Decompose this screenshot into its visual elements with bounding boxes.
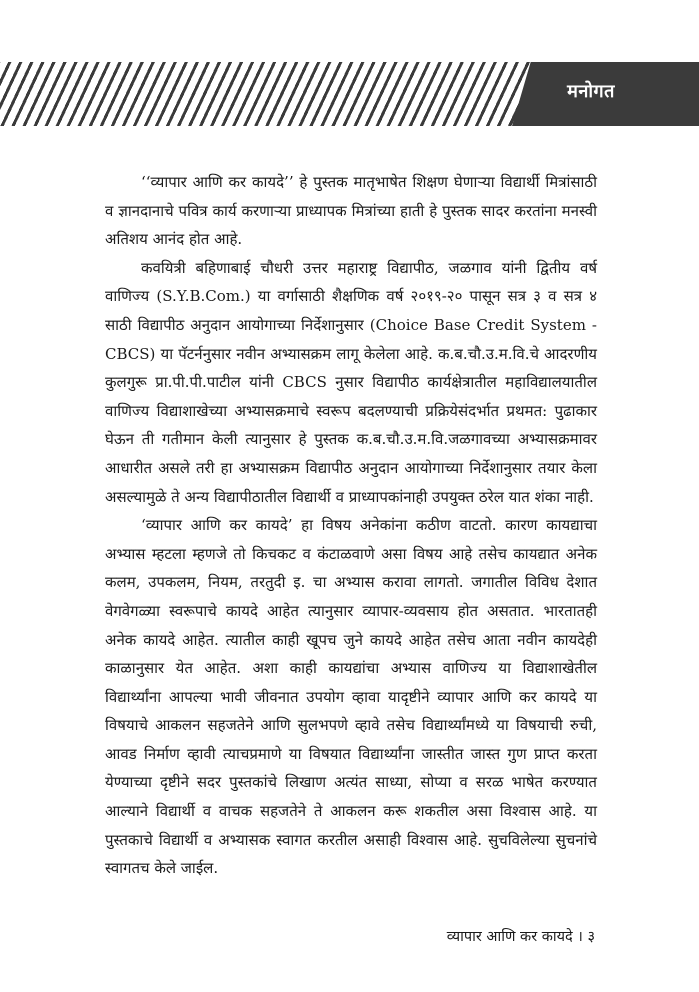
page-title: मनोगत	[567, 81, 615, 102]
paragraph-2: कवयित्री बहिणाबाई चौधरी उत्तर महाराष्ट्र विद्यापीठ, जळगाव यांनी द्वितीय वर्ष वाणिज्य (S.Y.B.Com.) या वर्गासाठी शैक्षणिक वर्ष २०१९-२० पासून सत्र ३ व सत्र ४ साठी विद्यापीठ अनुदान आयोगाच्या निर्देशानुसार (Choice Base Credit System - CBCS) या पॅटर्ननुसार नवीन अभ्यासक्रम लागू केलेला आहे. क.ब.चौ.उ.म.वि.चे आदरणीय कुलगुरू प्रा.पी.पी.पाटील यांनी CBCS नुसार विद्यापीठ कार्यक्षेत्रातील महाविद्यालयातील वाणिज्य विद्याशाखेच्या अभ्यासक्रमाचे स्वरूप बदलण्याची प्रक्रियेसंदर्भात प्रथमत: पुढाकार घेऊन ती गतीमान केली त्यानुसार हे पुस्तक क.ब.चौ.उ.म.वि.जळगावच्या अभ्यासक्रमावर आधारीत असले तरी हा अभ्यासक्रम विद्यापीठ अनुदान आयोगाच्या निर्देशानुसार तयार केला असल्यामुळे ते अन्य विद्यापीठातील विद्यार्थी व प्राध्यापकांनाही उपयुक्त ठरेल यात शंका नाही.	[105, 258, 597, 506]
header-band	[0, 62, 699, 126]
preface-body	[105, 168, 597, 883]
paragraph-3: ‘व्यापार आणि कर कायदे’ हा विषय अनेकांना कठीण वाटतो. कारण कायद्याचा अभ्यास म्हटला म्हणजे तो किचकट व कंटाळवाणे असा विषय आहे तसेच कायद्यात अनेक कलम, उपकलम, नियम, तरतुदी इ. चा अभ्यास करावा लागतो. जगातील विविध देशात वेगवेगळ्या स्वरूपाचे कायदे आहेत त्यानुसार व्यापार-व्यवसाय होत असतात. भारतातही अनेक कायदे आहेत. त्यातील काही खूपच जुने कायदे आहेत तसेच आता नवीन कायदेही काळानुसार येत आहेत. अशा काही कायद्यांचा अभ्यास वाणिज्य या विद्याशाखेतील विद्यार्थ्यांना आपल्या भावी जीवनात उपयोग व्हावा यादृष्टीने व्यापार आणि कर कायदे या विषयाचे आकलन सहजतेने आणि सुलभपणे व्हावे तसेच विद्यार्थ्यांमध्ये या विषयाची रुची, आवड निर्माण व्हावी त्याचप्रमाणे या विषयात विद्यार्थ्यांना जास्तीत जास्त गुण प्राप्त करता येण्याच्या दृष्टीने सदर पुस्तकांचे लिखाण अत्यंत साध्या, सोप्या व सरळ भाषेत करण्यात आल्याने विद्यार्थी व वाचक सहजतेने ते आकलन करू शकतील असा विश्वास आहे. या पुस्तकाचे विद्यार्थी व अभ्यासक स्वागत करतील असाही विश्वास आहे. सुचविलेल्या सुचनांचे स्वागतच केले जाईल.	[105, 516, 597, 878]
paragraph-1: ‘‘व्यापार आणि कर कायदे’’ हे पुस्तक मातृभाषेत शिक्षण घेणाऱ्या विद्यार्थी मित्रांसाठी व ज्ञानदानाचे पवित्र कार्य करणाऱ्या प्राध्यापक मित्रांच्या हाती हे पुस्तक सादर करतांना मनस्वी अतिशय आनंद होत आहे.	[105, 173, 597, 249]
page-footer: व्यापार आणि कर कायदे । ३	[446, 929, 595, 945]
decorative-stripes	[0, 62, 530, 126]
